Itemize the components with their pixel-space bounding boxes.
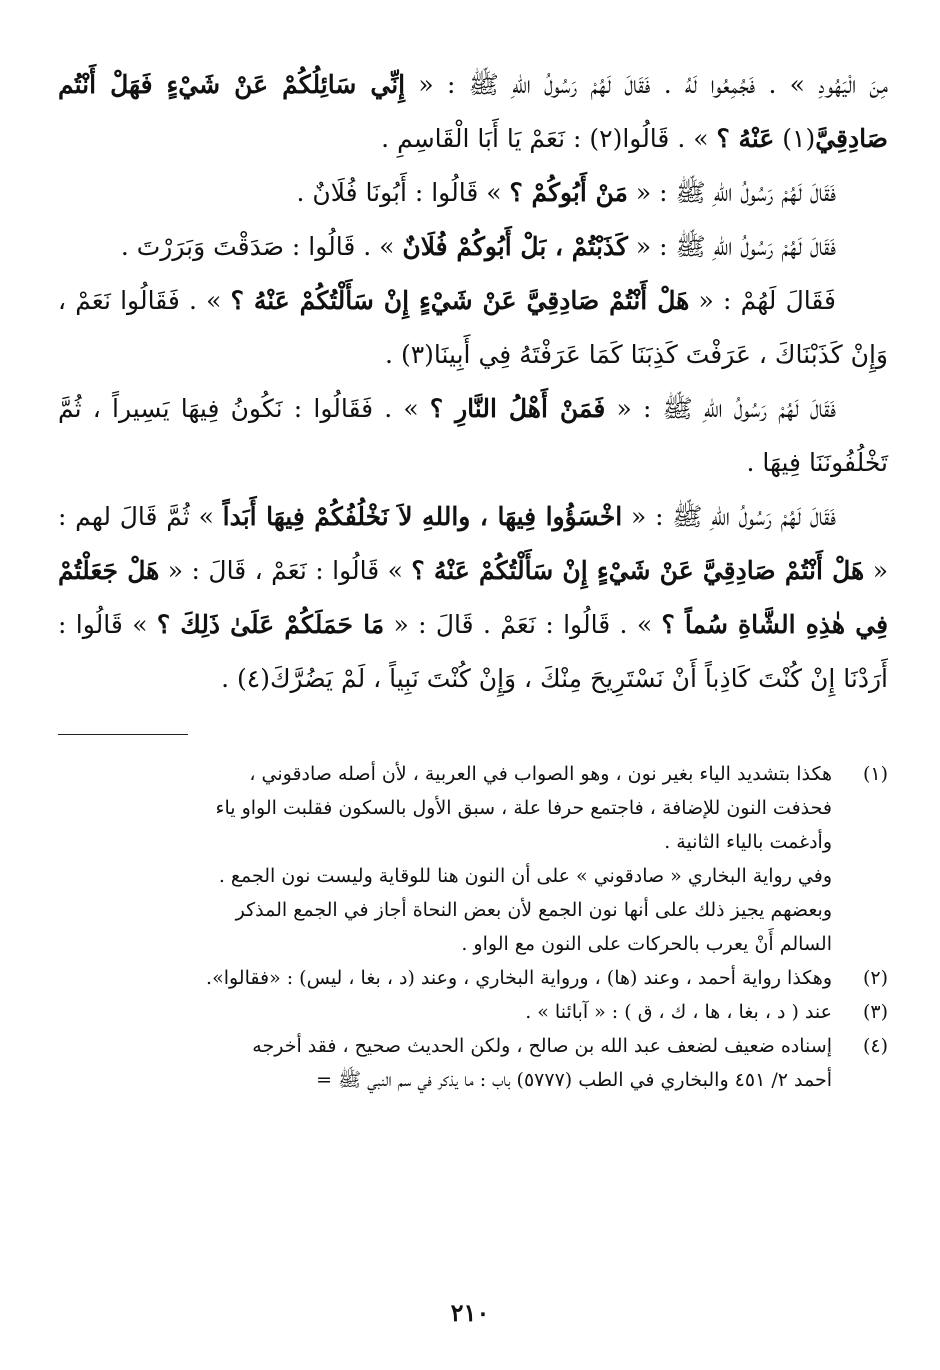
paragraph (58, 490, 888, 706)
hadith-quote: إِنِّي سَائِلُكُمْ عَنْ شَيْءٍ فَهَلْ أَنْتُم صَادِقِيَّ (58, 70, 888, 153)
paragraph (58, 274, 888, 382)
hadith-quote: مَنْ أَبُوكُمْ ؟ (509, 178, 628, 207)
hadith-quote: هَلْ أَنْتُمْ صَادِقِيَّ عَنْ شَيْءٍ إِنْ سَأَلْتُكُمْ عَنْهُ ؟ (230, 286, 690, 315)
hadith-quote: فَمَنْ أَهْلُ النَّارِ ؟ (429, 394, 606, 423)
footnote-number: (٤) (862, 1035, 888, 1057)
narration-text: فَقَالَ لَهُمْ رَسُولُ اللهِ ﷺ : « (622, 502, 836, 531)
footnote-number: (٢) (862, 967, 888, 989)
footnote-line: هكذا بتشديد الياء بغير نون ، وهو الصواب في العربية ، لأن أصله صادقوني ، (249, 763, 832, 785)
footnote (58, 961, 888, 995)
footnote-text (58, 995, 832, 1029)
hadith-quote: هَلْ جَعَلْتُمْ فِي هٰذِهِ الشَّاةِ سُماً ؟ (58, 556, 889, 639)
footnote-line: وفي رواية البخاري « صادقوني » على أن النون هنا للوقاية وليست نون الجمع . (218, 865, 832, 887)
narration-text: » . فَقَالُوا نَعَمْ ، وَإِنْ كَذَبْنَاكَ ، عَرَفْتَ كَذِبَنَا كَمَا عَرَفْتَهُ فِي أَبِينَا(٣) . (58, 286, 888, 369)
paragraph (58, 382, 888, 490)
footnote-line: إسناده ضعيف لضعف عبد الله بن صالح ، ولكن الحديث صحيح ، فقد أخرجه (252, 1035, 832, 1057)
footnote-text (58, 1029, 832, 1097)
narration-text: » . فَقَالُوا : نَكُونُ فِيهَا يَسِيراً ، ثُمَّ تَخْلُفُونَنَا فِيهَا . (58, 394, 888, 477)
narration-text: » قَالُوا : أَرَدْنَا إِنْ كُنْتَ كَاذِباً أَنْ نَسْتَرِيحَ مِنْكَ ، وَإِنْ كُنْتَ نَبِياً ، لَمْ يَضُرَّكَ(٤) . (58, 610, 888, 693)
document-page (58, 58, 888, 1097)
footnote-number: (٣) (862, 1001, 888, 1023)
footnotes (58, 757, 888, 1097)
footnote (58, 757, 888, 961)
footnote-text (58, 961, 832, 995)
paragraph (58, 166, 888, 220)
footnote (58, 995, 888, 1029)
narration-text: » . قَالُوا : نَعَمْ . قَالَ : « (384, 610, 662, 639)
hadith-quote: هَلْ أَنْتُمْ صَادِقِيَّ عَنْ شَيْءٍ إِنْ سَأَلْتُكُمْ عَنْهُ ؟ (411, 556, 865, 585)
narration-text: فَقَالَ لَهُمْ رَسُولُ اللهِ ﷺ : « (627, 232, 836, 261)
footnote-separator (58, 734, 188, 735)
narration-text: مِنَ الْيَهُودِ » . فَجُمِعُوا لَهُ . فَقَالَ لَهُمْ رَسُولُ اللهِ ﷺ : « (405, 70, 889, 99)
narration-text: فَقَالَ لَهُمْ رَسُولُ اللهِ ﷺ : « (605, 394, 836, 423)
main-text (58, 58, 888, 706)
footnote-line: فحذفت النون للإضافة ، فاجتمع حرفا علة ، سبق الأول بالسكون فقلبت الواو ياء (215, 797, 832, 819)
footnote-line: وأدغمت بالياء الثانية . (664, 831, 832, 853)
footnote-line: وهكذا رواية أحمد ، وعند (ها) ، ورواية البخاري ، وعند (د ، بغا ، ليس) : «فقالوا». (206, 967, 832, 989)
narration-text: » ثُمَّ قَالَ لهم : « (58, 502, 888, 585)
footnote-line: عند ( د ، بغا ، ها ، ك ، ق ) : « آبائنا » . (525, 1001, 832, 1023)
narration-text: » قَالُوا : أَبُونَا فُلَانٌ . (296, 178, 510, 207)
narration-text: » . قَالُوا : صَدَقْتَ وَبَرَرْتَ . (120, 232, 403, 261)
hadith-quote: كَذَبْتُمْ ، بَلْ أَبُوكُمْ فُلَانٌ (402, 232, 628, 261)
narration-text: فَقَالَ لَهُمْ : « (689, 286, 836, 315)
paragraph (58, 58, 888, 166)
narration-text: فَقَالَ لَهُمْ رَسُولُ اللهِ ﷺ : « (627, 178, 836, 207)
page-number: ٢١٠ (450, 1298, 490, 1327)
footnote-line: أحمد ٢/ ٤٥١ والبخاري في الطب (٥٧٧٧) باب : ما يذكر في سم النبي ﷺ = (316, 1069, 832, 1091)
footnote (58, 1029, 888, 1097)
footnote-number: (١) (862, 763, 888, 785)
footnote-line: وبعضهم يجيز ذلك على أنها نون الجمع لأن بعض النحاة أجاز في الجمع المذكر (235, 899, 832, 921)
narration-text: (١) (774, 124, 816, 153)
hadith-quote: اخْسَؤُوا فِيهَا ، واللهِ لاَ نَخْلُفُكُمْ فِيهَا أَبَداً (222, 502, 623, 531)
narration-text: » . قَالُوا(٢) : نَعَمْ يَا أَبَا الْقَاسِمِ . (381, 124, 717, 153)
narration-text: » قَالُوا : نَعَمْ ، قَالَ : « (159, 556, 412, 585)
footnote-text (58, 757, 832, 961)
footnote-line: السالم أَنْ يعرب بالحركات على النون مع الواو . (461, 933, 832, 955)
hadith-quote: مَا حَمَلَكُمْ عَلَىٰ ذَلِكَ ؟ (156, 610, 385, 639)
hadith-quote: عَنْهُ ؟ (716, 124, 775, 153)
paragraph (58, 220, 888, 274)
